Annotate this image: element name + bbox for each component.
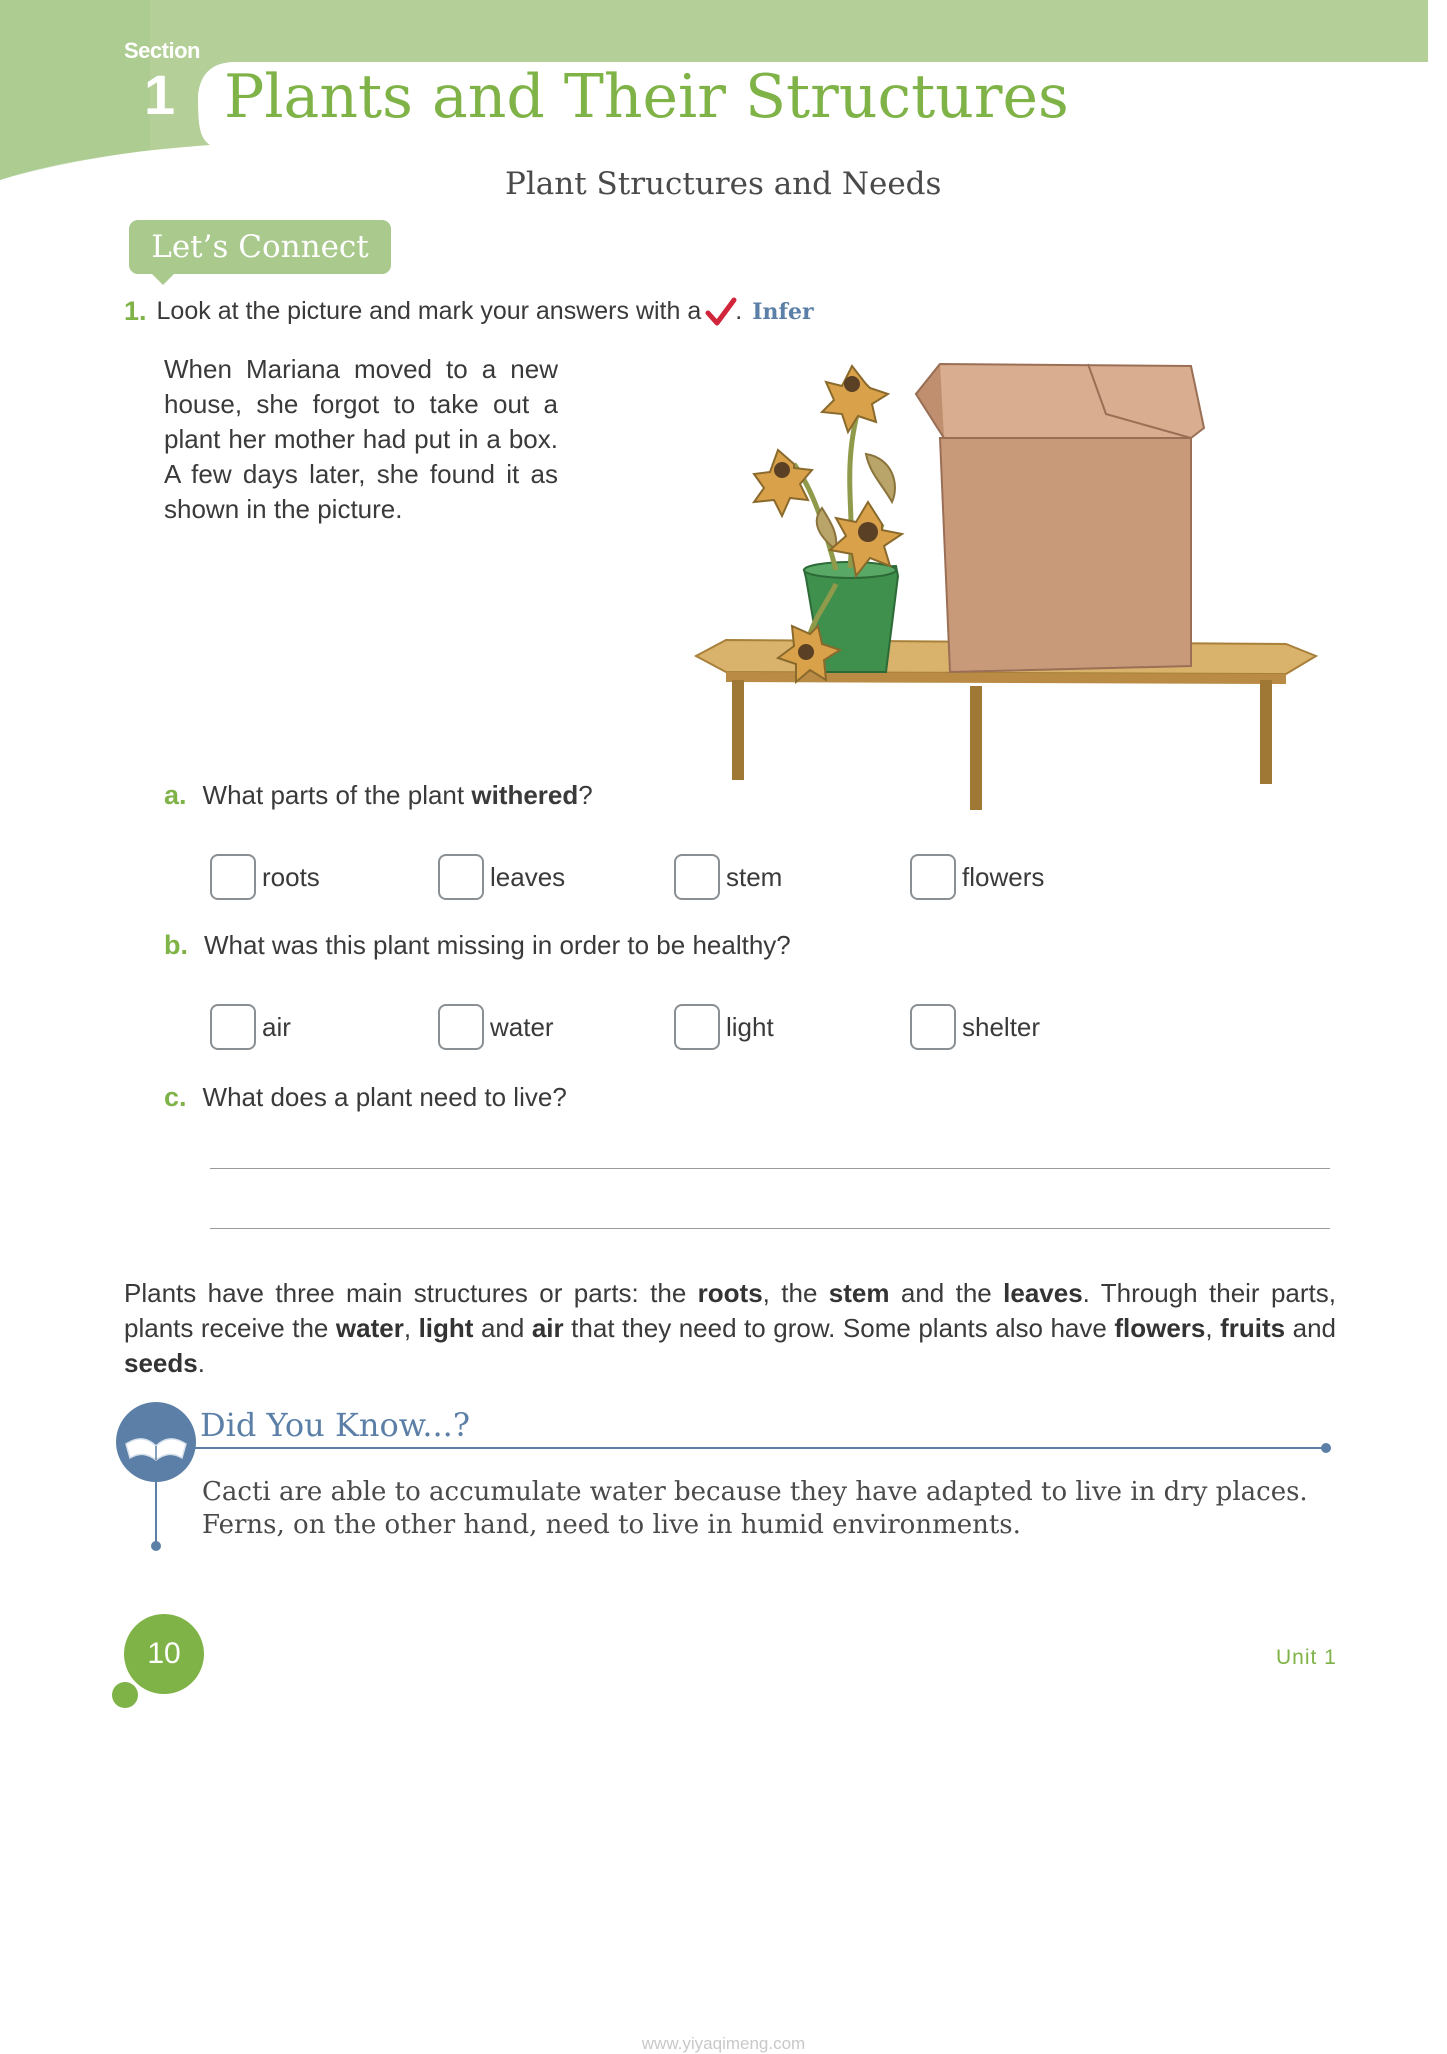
summary-paragraph: Plants have three main structures or parts: the roots, the stem and the leaves. Through their parts, plants receive the water, light and air that they need to grow. Some plants also have flowers, fruits and seeds. — [124, 1278, 1337, 1378]
option-label: air — [262, 1011, 291, 1042]
question-letter: b. — [164, 930, 188, 960]
lets-connect-badge: Let’s Connect — [129, 220, 391, 274]
page-title: Plants and Their Structures — [224, 62, 1069, 132]
option-label: stem — [726, 861, 783, 892]
checkbox[interactable] — [674, 854, 720, 900]
checkbox[interactable] — [210, 854, 256, 900]
answer-line-1[interactable] — [210, 1168, 1330, 1169]
skill-label: Infer — [752, 298, 814, 325]
withered-plant-and-box-illustration — [686, 354, 1326, 814]
option-label: shelter — [962, 1011, 1041, 1042]
question-letter: c. — [164, 1082, 187, 1112]
checkbox[interactable] — [438, 854, 484, 900]
did-you-know-text: Cacti are able to accumulate water because they have adapted to live in dry places. Ferns, on the other hand, need to live in humid environments. — [202, 1477, 1308, 1540]
question-c-prompt — [164, 1082, 567, 1113]
answer-line-2[interactable] — [210, 1228, 1330, 1229]
question-text: What was this plant missing in order to be healthy? — [204, 930, 791, 960]
instruction-text: Look at the picture and mark your answers with a — [156, 297, 702, 325]
question-b-prompt — [164, 930, 791, 961]
page-number-dot — [112, 1682, 138, 1708]
option-water[interactable] — [438, 1004, 554, 1050]
question-text: What does a plant need to live? — [202, 1082, 567, 1112]
story-text: When Mariana moved to a new house, she forgot to take out a plant her mother had put in a box. A few days later, she found it as shown in the picture. — [164, 354, 558, 524]
option-air[interactable] — [210, 1004, 291, 1050]
open-book-icon — [114, 1400, 198, 1484]
check-mark-icon — [705, 297, 737, 327]
option-light[interactable] — [674, 1004, 774, 1050]
did-you-know-title: Did You Know...? — [200, 1406, 470, 1444]
question-letter: a. — [164, 780, 187, 810]
option-stem[interactable] — [674, 854, 782, 900]
option-shelter[interactable] — [910, 1004, 1040, 1050]
checkbox[interactable] — [210, 1004, 256, 1050]
section-number: 1 — [144, 63, 176, 126]
option-label: leaves — [490, 861, 566, 892]
option-roots[interactable] — [210, 854, 320, 900]
checkbox[interactable] — [438, 1004, 484, 1050]
page-number: 10 — [124, 1614, 204, 1694]
option-leaves[interactable] — [438, 854, 565, 900]
option-label: flowers — [962, 861, 1045, 892]
badge-tail — [151, 273, 175, 285]
question-text: What parts of the plant withered? — [202, 780, 593, 810]
checkbox[interactable] — [910, 1004, 956, 1050]
option-label: light — [726, 1011, 774, 1042]
unit-label: Unit 1 — [1276, 1646, 1337, 1669]
section-label: Section — [124, 38, 200, 63]
page-subtitle: Plant Structures and Needs — [505, 166, 942, 202]
question-a-prompt — [164, 780, 593, 811]
option-label: roots — [262, 861, 320, 892]
checkbox[interactable] — [910, 854, 956, 900]
question-number: 1. — [124, 296, 147, 326]
question-1-instruction — [124, 296, 814, 327]
watermark: www.yiyaqimeng.com — [641, 2034, 806, 2053]
instruction-end: . — [735, 297, 743, 325]
option-flowers[interactable] — [910, 854, 1044, 900]
option-label: water — [490, 1011, 554, 1042]
checkbox[interactable] — [674, 1004, 720, 1050]
